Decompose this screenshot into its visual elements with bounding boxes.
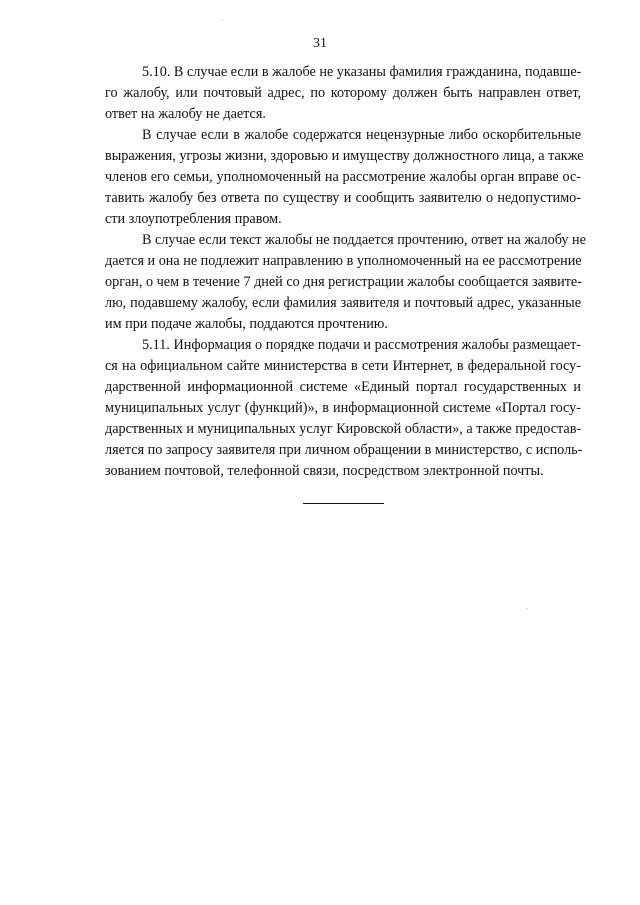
text-line: 5.10. В случае если в жалобе не указаны фамилия гражданина, подавше- <box>142 64 582 80</box>
text-line: зованием почтовой, телефонной связи, посредством электронной почты. <box>105 463 544 479</box>
scan-speck <box>527 608 528 609</box>
text-line: членов его семьи, уполномоченный на рассмотрение жалобы орган вправе ос- <box>105 169 581 185</box>
text-line: лю, подавшему жалобу, если фамилия заявителя и почтовый адрес, указанные <box>105 295 581 311</box>
paragraph-obscene-content <box>68 125 584 230</box>
text-line: дается и она не подлежит направлению в уполномоченный на ее рассмотрение <box>105 253 582 269</box>
text-line: тавить жалобу без ответа по существу и сообщить заявителю о недопустимо- <box>105 190 581 206</box>
text-line: 5.11. Информация о порядке подачи и рассмотрения жалобы размещает- <box>142 337 581 353</box>
scan-speck <box>222 20 223 21</box>
text-line: дарственной информационной системе «Единый портал государственных и <box>105 379 581 395</box>
text-line: орган, о чем в течение 7 дней со дня регистрации жалобы сообщается заявите- <box>105 274 582 290</box>
text-line: В случае если в жалобе содержатся нецензурные либо оскорбительные <box>142 127 581 143</box>
text-line: сти злоупотребления правом. <box>105 211 282 227</box>
text-line: муниципальных услуг (функций)», в информационной системе «Портал госу- <box>105 400 581 416</box>
text-line: го жалобу, или почтовый адрес, по которому должен быть направлен ответ, <box>105 85 581 101</box>
paragraph-5-11 <box>68 335 581 482</box>
text-line: им при подаче жалобы, поддаются прочтению. <box>105 316 388 332</box>
text-line: выражения, угрозы жизни, здоровью и имуществу должностного лица, а также <box>105 148 584 164</box>
paragraph-5-10 <box>68 62 581 125</box>
page-number: 31 <box>313 36 327 51</box>
document-body <box>68 62 586 482</box>
text-line: ляется по запросу заявителя при личном обращении в министерство, с исполь- <box>105 442 583 458</box>
text-line: ответ на жалобу не дается. <box>105 106 266 122</box>
text-line: В случае если текст жалобы не поддается прочтению, ответ на жалобу не <box>142 232 586 248</box>
text-line: ся на официальном сайте министерства в сети Интернет, в федеральной госу- <box>105 358 581 374</box>
end-of-document-rule <box>303 503 384 504</box>
paragraph-unreadable-text <box>68 230 586 335</box>
text-line: дарственных и муниципальных услуг Кировской области», а также предостав- <box>105 421 582 437</box>
